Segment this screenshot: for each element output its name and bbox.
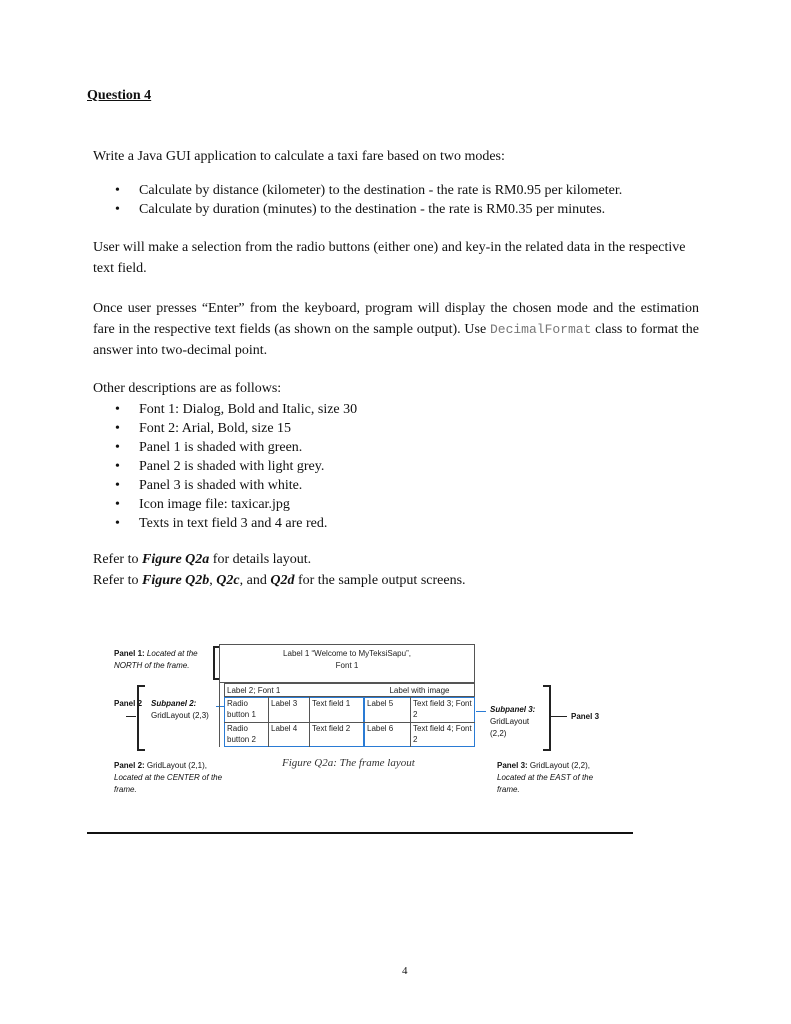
panel1-note-text: Located at the NORTH of the frame. — [114, 649, 198, 670]
other-intro: Other descriptions are as follows: — [93, 381, 282, 396]
subpanel3-layout: GridLayout (2,2) — [490, 717, 530, 738]
subpanel3-label-text: Subpanel 3: — [490, 705, 536, 714]
list-item: • Font 2: Arial, Bold, size 15 — [93, 419, 713, 438]
ref-text: Refer to — [93, 573, 142, 588]
text-field-4: Text field 4; Font 2 — [413, 724, 472, 744]
figure-ref: Q2c — [216, 573, 240, 588]
label3: Label 3 — [271, 699, 298, 708]
reference-line-1 — [93, 549, 713, 570]
radio-button-2: Radio button 2 — [227, 724, 256, 744]
enter-text-2: class to format the answer into two-decimal point. — [93, 322, 699, 358]
radio-button-1: Radio button 1 — [227, 699, 256, 719]
ref-text: for the sample output screens. — [294, 573, 466, 588]
label2: Label 2; Font 1 — [227, 686, 281, 695]
panel2-note-label: Panel 2: — [114, 761, 145, 770]
panel2-label-text: Panel 2 — [114, 699, 143, 708]
panel2-note-text: Located at the CENTER of the frame. — [114, 773, 223, 794]
figure-ref: Figure Q2a — [141, 552, 210, 567]
subpanel3-connector — [476, 711, 486, 712]
panel2-note — [114, 760, 244, 796]
figure-ref: Figure Q2b — [141, 573, 210, 588]
subpanel2-connector — [216, 706, 224, 707]
text-field-1: Text field 1 — [312, 699, 351, 708]
descriptions-list — [93, 400, 713, 533]
panel3-note — [497, 760, 612, 796]
label5: Label 5 — [367, 699, 394, 708]
list-item: • Icon image file: taxicar.jpg — [93, 495, 713, 514]
page-number: 4 — [402, 965, 408, 977]
panel3-bracket — [543, 685, 551, 751]
intro-text: Write a Java GUI application to calculate a taxi fare based on two modes: — [93, 149, 505, 164]
label6: Label 6 — [367, 724, 394, 733]
panel3-label — [571, 711, 611, 723]
panel1-note — [114, 648, 214, 672]
selection-paragraph: User will make a selection from the radio buttons (either one) and key-in the related data in the respective text field. — [93, 240, 686, 276]
label-with-image: Label with image — [389, 686, 450, 695]
list-item: • Panel 1 is shaded with green. — [93, 438, 713, 457]
label1 — [219, 648, 475, 672]
ref-text: Refer to — [93, 552, 142, 567]
modes-list — [93, 181, 713, 219]
ref-text: , and — [239, 573, 271, 588]
enter-paragraph — [93, 298, 699, 361]
panel3-note-text: Located at the EAST of the frame. — [497, 773, 594, 794]
list-item: • Calculate by distance (kilometer) to the destination - the rate is RM0.95 per kilometer. — [93, 181, 713, 200]
list-item: • Calculate by duration (minutes) to the destination - the rate is RM0.35 per minutes. — [93, 200, 713, 219]
panel-border — [219, 683, 220, 747]
ref-text: for details layout. — [209, 552, 312, 567]
text-field-2: Text field 2 — [312, 724, 351, 733]
reference-line-2 — [93, 570, 713, 591]
panel3-label-text: Panel 3 — [571, 712, 600, 721]
text-field-3: Text field 3; Font 2 — [413, 699, 472, 719]
panel2-note-layout: GridLayout (2,1), — [146, 761, 207, 770]
subpanel3-label — [490, 704, 545, 740]
panel3-note-label: Panel 3: — [497, 761, 528, 770]
panel2-bracket — [137, 685, 145, 751]
label1-font: Font 1 — [335, 661, 359, 670]
ref-text: , — [209, 573, 217, 588]
panel3-arrow — [551, 716, 567, 717]
figure-caption: Figure Q2a: The frame layout — [282, 757, 415, 769]
list-item: • Panel 2 is shaded with light grey. — [93, 457, 713, 476]
figure-ref: Q2d — [270, 573, 295, 588]
references — [93, 549, 713, 591]
list-item: • Panel 3 is shaded with white. — [93, 476, 713, 495]
question-title: Question 4 — [87, 88, 152, 103]
enter-text-1: Once user presses “Enter” from the keyboard, program will display the chosen mode and the estimation fare in the respective text fields (as shown on the sample output). Use — [93, 301, 699, 337]
label4: Label 4 — [271, 724, 298, 733]
decimalformat-code: DecimalFormat — [489, 322, 592, 337]
panel2-arrow — [126, 716, 136, 717]
label1-text: Label 1 “Welcome to MyTeksiSapu”, — [283, 649, 411, 658]
list-item: • Font 1: Dialog, Bold and Italic, size 30 — [93, 400, 713, 419]
panel1-note-label: Panel 1: — [114, 649, 145, 658]
subpanel2-label — [151, 698, 213, 722]
panel3-note-layout: GridLayout (2,2), — [529, 761, 590, 770]
horizontal-rule — [87, 832, 633, 834]
subpanel2-label-text: Subpanel 2: — [151, 699, 197, 708]
subpanel2-layout: GridLayout (2,3) — [151, 711, 209, 720]
list-item: • Texts in text field 3 and 4 are red. — [93, 514, 713, 533]
